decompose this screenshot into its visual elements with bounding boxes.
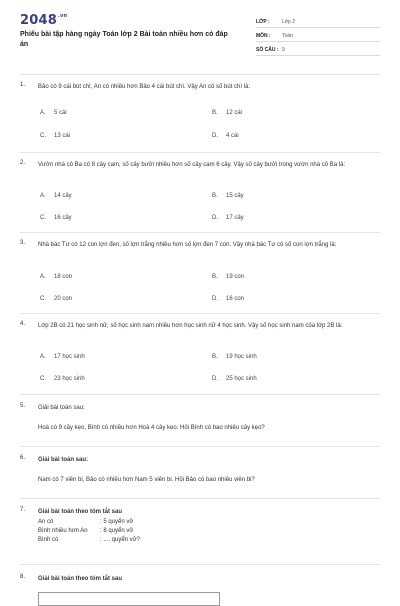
summary-row: Bình nhiều hơn An : 8 quyển vở xyxy=(38,528,134,534)
option-c[interactable]: C. 20 con xyxy=(40,296,73,302)
meta-info xyxy=(256,15,380,57)
divider xyxy=(20,498,380,499)
worksheet-title: Phiếu bài tập hàng ngày Toán lớp 2 Bài toán nhiều hơn có đáp án xyxy=(20,31,228,48)
option-c[interactable]: C. 16 cây xyxy=(40,215,72,221)
option-b[interactable]: B. 19 con xyxy=(212,274,245,280)
option-a[interactable]: A. 5 cái xyxy=(40,110,67,116)
summary-row: An có : 5 quyển vở xyxy=(38,519,134,525)
meta-row-class xyxy=(256,15,380,28)
question-number: 2. xyxy=(20,160,26,166)
question-text: Giải bài toán sau: xyxy=(38,405,85,411)
question-text: Bảo có 9 cái bút chì, An có nhiều hơn Bảo 4 cái bút chì. Vậy An có số bút chì là: xyxy=(38,84,251,90)
summary-table xyxy=(38,592,220,606)
problem-text: Nam có 7 viên bi, Bảo có nhiều hơn Nam 5 viên bi. Hỏi Bảo có bao nhiêu viên bi? xyxy=(38,477,255,483)
meta-value: Lớp 2 xyxy=(282,19,296,25)
question-number: 8. xyxy=(20,574,26,580)
question-text: Giải bài toán sau: xyxy=(38,457,89,463)
option-d[interactable]: D. 25 học sinh xyxy=(212,376,257,382)
meta-value: Toán xyxy=(282,33,293,39)
option-d[interactable]: D. 16 con xyxy=(212,296,245,302)
question-number: 1. xyxy=(20,82,26,88)
divider xyxy=(20,446,380,447)
problem-text: Hoà có 9 cây kẹo, Bình có nhiều hơn Hoà 4 cây kẹo. Hỏi Bình có bao nhiêu cây kẹo? xyxy=(38,425,265,431)
divider xyxy=(20,74,380,75)
logo-tld: .vn xyxy=(57,13,68,19)
question-text: Giải bài toán theo tóm tắt sau xyxy=(38,576,123,582)
meta-row-count xyxy=(256,43,380,56)
question-text: Lớp 2B có 21 học sinh nữ, số học sinh nam nhiều hơn học sinh nữ 4 học sinh. Vậy số học sinh nam của lớp 2B là: xyxy=(38,323,343,329)
option-a[interactable]: A. 14 cây xyxy=(40,193,72,199)
logo-text: 2048 xyxy=(20,13,57,28)
summary-block xyxy=(38,518,140,545)
meta-label: MÔN : xyxy=(256,33,271,39)
option-b[interactable]: B. 19 học sinh xyxy=(212,354,257,360)
question-text: Giải bài toán theo tóm tắt sau xyxy=(38,509,123,515)
question-number: 5. xyxy=(20,403,26,409)
divider xyxy=(20,564,380,565)
option-a[interactable]: A. 17 học sinh xyxy=(40,354,85,360)
divider xyxy=(20,232,380,233)
question-text: Nhà bác Tư có 12 con lợn đen, số lợn trắng nhiều hơn số lợn đen 7 con. Vậy nhà bác Tư có số con lợn trắng là: xyxy=(38,242,337,248)
summary-row: Bình có : .... quyển vở? xyxy=(38,537,140,543)
question-number: 6. xyxy=(20,455,26,461)
question-number: 7. xyxy=(20,507,26,513)
meta-label: SỐ CÂU : xyxy=(256,47,279,53)
option-d[interactable]: D. 17 cây xyxy=(212,215,244,221)
option-b[interactable]: B. 12 cái xyxy=(212,110,243,116)
divider xyxy=(20,313,380,314)
meta-label: LỚP : xyxy=(256,19,270,25)
option-d[interactable]: D. 4 cái xyxy=(212,133,239,139)
header xyxy=(20,13,380,53)
divider xyxy=(20,394,380,395)
meta-value: 9 xyxy=(282,47,285,53)
meta-row-subject xyxy=(256,29,380,42)
option-c[interactable]: C. 13 cái xyxy=(40,133,71,139)
option-a[interactable]: A. 18 con xyxy=(40,274,73,280)
divider xyxy=(20,152,380,153)
question-number: 4. xyxy=(20,321,26,327)
question-text: Vườn nhà cô Ba có 8 cây cam, số cây bưởi nhiều hơn số cây cam 6 cây. Vậy số cây bưởi trong vườn nhà cô Ba là: xyxy=(38,162,346,168)
option-c[interactable]: C. 23 học sinh xyxy=(40,376,85,382)
question-number: 3. xyxy=(20,240,26,246)
option-b[interactable]: B. 15 cây xyxy=(212,193,244,199)
